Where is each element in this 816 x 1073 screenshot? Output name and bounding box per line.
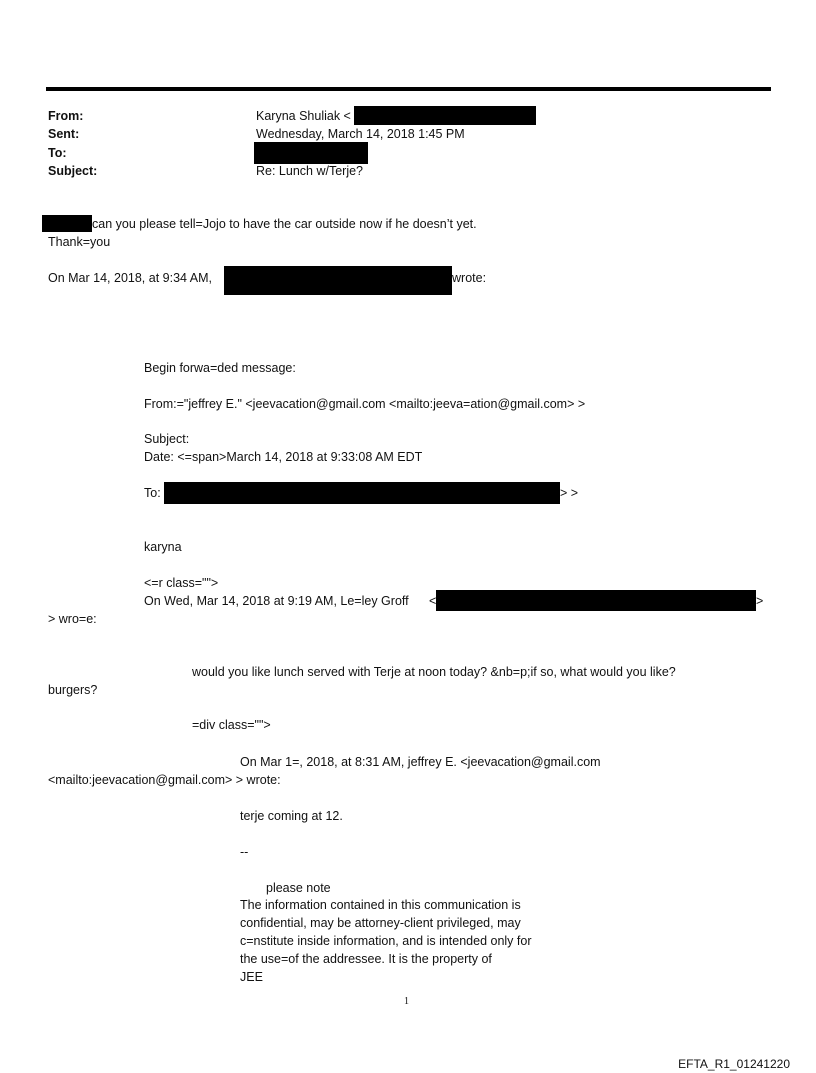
forwarded-date: Date: <=span>March 14, 2018 at 9:33:08 AM EDT — [144, 450, 423, 464]
disclaimer-line: confidential, may be attorney-client privileged, may — [240, 916, 521, 930]
disclaimer-line: The information contained in this communication is — [240, 898, 521, 912]
body-line: -- — [240, 845, 249, 859]
quote-intro-wrote: wrote: — [452, 271, 487, 285]
forwarded-subject: Subject: — [144, 432, 190, 446]
body-line: would you like lunch served with Terje at noon today? &nb=p;if so, what would you like? — [192, 665, 676, 679]
disclaimer-line: c=nstitute inside information, and is intended only for — [240, 934, 532, 948]
subject-label: Subject: — [48, 164, 98, 178]
body-line: =div class=""> — [192, 718, 271, 732]
quote-intro-lt: < — [429, 594, 437, 608]
page-number: 1 — [404, 996, 409, 1007]
body-line: can you please tell=Jojo to have the car outside now if he doesn’t yet. — [92, 217, 477, 231]
body-line: Thank=you — [48, 235, 111, 249]
quote-intro: On Wed, Mar 14, 2018 at 9:19 AM, Le=ley Groff — [144, 594, 409, 608]
body-line: karyna — [144, 540, 182, 554]
disclaimer-title: please note — [266, 881, 331, 895]
redaction-block — [42, 215, 92, 232]
document-id: EFTA_R1_01241220 — [678, 1057, 790, 1071]
from-label: From: — [48, 109, 84, 123]
body-line: <=r class=""> — [144, 576, 219, 590]
sent-value: Wednesday, March 14, 2018 1:45 PM — [256, 127, 465, 141]
forwarded-header: Begin forwa=ded message: — [144, 361, 296, 375]
redaction-block — [164, 482, 560, 504]
body-line: > wro=e: — [48, 612, 97, 626]
body-line: terje coming at 12. — [240, 809, 343, 823]
redaction-block — [436, 590, 756, 611]
forwarded-from: From:="jeffrey E." <jeevacation@gmail.com <mailto:jeeva=ation@gmail.com> > — [144, 397, 586, 411]
header-rule — [46, 87, 771, 91]
disclaimer-line: the use=of the addressee. It is the property of — [240, 952, 492, 966]
quote-intro: On Mar 14, 2018, at 9:34 AM, — [48, 271, 212, 285]
redaction-block — [254, 142, 368, 164]
quote-intro-gt: > — [756, 594, 764, 608]
sent-label: Sent: — [48, 127, 80, 141]
to-label: To: — [48, 146, 67, 160]
forwarded-to-suffix: > > — [560, 486, 579, 500]
body-line: burgers? — [48, 683, 98, 697]
body-line: <mailto:jeevacation@gmail.com> > wrote: — [48, 773, 281, 787]
redaction-block — [354, 106, 536, 125]
subject-value: Re: Lunch w/Terje? — [256, 164, 364, 178]
disclaimer-line: JEE — [240, 970, 263, 984]
from-value: Karyna Shuliak < — [256, 109, 351, 123]
quote-intro: On Mar 1=, 2018, at 8:31 AM, jeffrey E. <jeevacation@gmail.com — [240, 755, 601, 769]
redaction-block — [224, 266, 452, 295]
forwarded-to: To: — [144, 486, 161, 500]
